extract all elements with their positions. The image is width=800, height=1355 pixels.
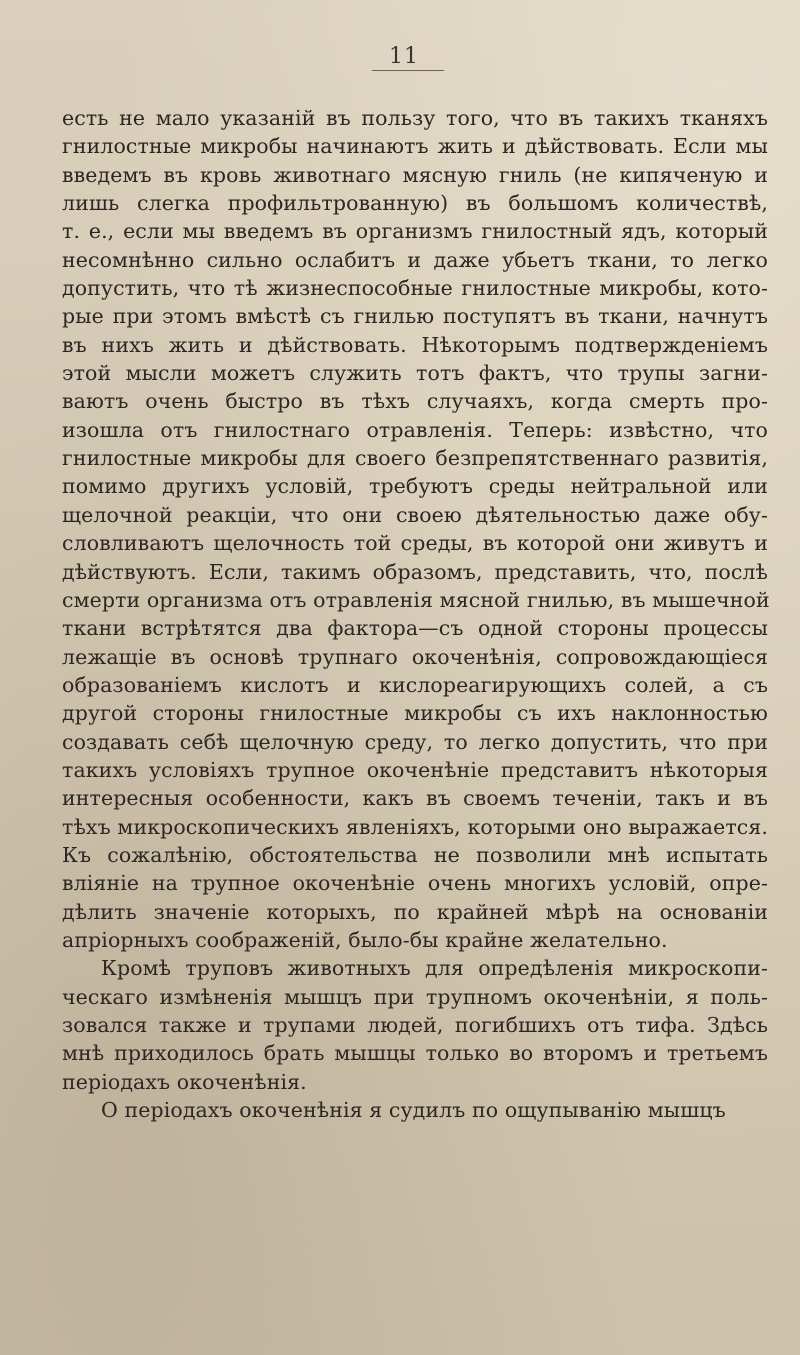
text-line: этой мысли можетъ служить тотъ фактъ, что трупы загни- [62, 361, 768, 386]
text-line: зовался также и трупами людей, погибшихъ отъ тифа. Здѣсь [62, 1013, 768, 1037]
text-line: въ нихъ жить и дѣйствовать. Нѣкоторымъ подтвержденіемъ [62, 332, 768, 357]
text-line: создавать себѣ щелочную среду, то легко допустить, что при [62, 729, 768, 754]
text-line: несомнѣнно сильно ослабитъ и даже убьетъ ткани, то легко [62, 247, 768, 272]
header-rule [372, 70, 444, 71]
page-number: 11 [389, 44, 419, 69]
text-line: ткани встрѣтятся два фактора—съ одной стороны процессы [62, 616, 768, 641]
text-line-paragraph-start: Кромѣ труповъ животныхъ для опредѣленія микроскопи- [101, 956, 768, 981]
text-line: мнѣ приходилось брать мышцы только во второмъ и третьемъ [62, 1041, 768, 1066]
text-line: допустить, что тѣ жизнеспособные гнилостные микробы, кото- [62, 276, 768, 301]
text-line: вліяніе на трупное окоченѣніе очень многихъ условій, опре- [62, 871, 768, 896]
text-line: гнилостные микробы начинаютъ жить и дѣйствовать. Если мы [62, 134, 768, 159]
text-line: лишь слегка профильтрованную) въ большомъ количествѣ, [62, 191, 768, 216]
text-line: Къ сожалѣнію, обстоятельства не позволили мнѣ испытать [62, 842, 768, 867]
text-line: гнилостные микробы для своего безпрепятственнаго развитія, [62, 446, 768, 471]
text-line-paragraph-start: О періодахъ окоченѣнія я судилъ по ощупыванію мышцъ [101, 1098, 726, 1123]
text-line: смерти организма отъ отравленія мясной гнилью, въ мышечной [62, 587, 770, 612]
text-line-paragraph-end: апріорныхъ соображеній, было-бы крайне желательно. [62, 927, 668, 952]
text-line: такихъ условіяхъ трупное окоченѣніе представитъ нѣкоторыя [62, 757, 768, 782]
text-line: введемъ въ кровь животнаго мясную гниль (не кипяченую и [62, 162, 768, 187]
text-line: есть не мало указаній въ пользу того, что въ такихъ тканяхъ [62, 106, 768, 130]
text-line: интересныя особенности, какъ въ своемъ теченіи, такъ и въ [62, 786, 768, 811]
body-text [62, 104, 768, 1124]
text-line: другой стороны гнилостные микробы съ ихъ наклонностью [62, 701, 768, 726]
text-line: словливаютъ щелочность той среды, въ которой они живутъ и [62, 531, 768, 556]
text-line: щелочной реакціи, что они своею дѣятельностью даже обу- [62, 502, 768, 527]
text-line: дѣлить значеніе которыхъ, по крайней мѣрѣ на основаніи [62, 899, 768, 924]
text-line: ваютъ очень быстро въ тѣхъ случаяхъ, когда смерть про- [62, 389, 768, 414]
text-line: образованіемъ кислотъ и кислореагирующихъ солей, а съ [62, 672, 768, 697]
text-line: ческаго измѣненія мышцъ при трупномъ окоченѣніи, я поль- [62, 984, 768, 1009]
text-line: тѣхъ микроскопическихъ явленіяхъ, которыми оно выражается. [62, 814, 768, 839]
text-line: т. е., если мы введемъ въ организмъ гнилостный ядъ, который [62, 219, 768, 244]
text-line-paragraph-end: періодахъ окоченѣнія. [62, 1069, 307, 1094]
text-line: изошла отъ гнилостнаго отравленія. Теперь: извѣстно, что [62, 417, 768, 442]
text-line: лежащіе въ основѣ трупнаго окоченѣнія, сопровождающіеся [62, 644, 768, 669]
text-line: рые при этомъ вмѣстѣ съ гнилью поступятъ въ ткани, начнутъ [62, 304, 768, 329]
text-line: помимо другихъ условій, требуютъ среды нейтральной или [62, 474, 768, 499]
text-line: дѣйствуютъ. Если, такимъ образомъ, представить, что, послѣ [62, 559, 768, 584]
